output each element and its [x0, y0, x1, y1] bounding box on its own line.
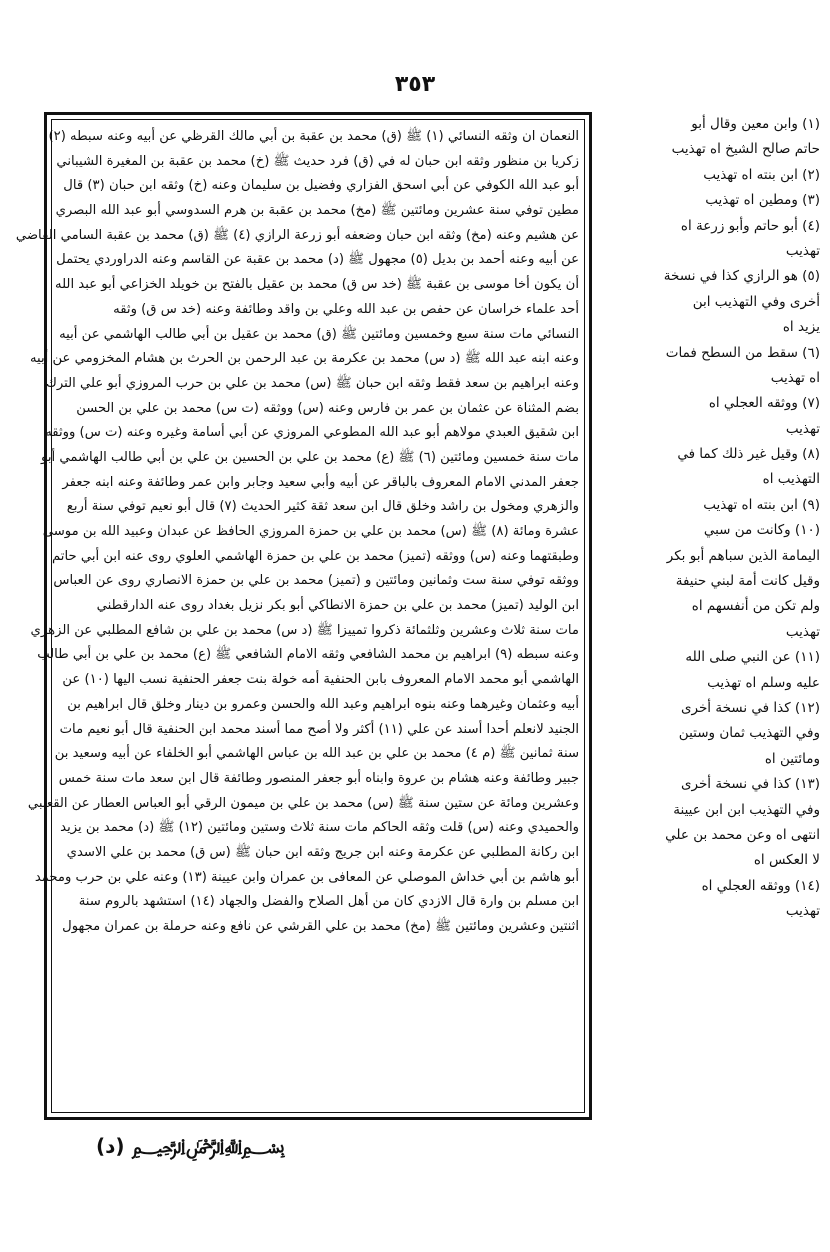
- main-text-line: مات سنة ثلاث وعشرين وثلثمائة ذكروا تمييزا ﷺ (د س) محمد بن علي بن شافع المطلبي عن الزهري: [30, 622, 579, 638]
- main-text-line: أن يكون أخا موسى بن عقبة ﷺ (خد س ق) محمد بن عقيل بالفتح بن خويلد الخزاعي أبو عبد الله: [55, 277, 579, 293]
- footnote-line: وفي التهذيب ثمان وستين: [678, 725, 820, 742]
- page-number: ٣٥٣: [394, 72, 436, 97]
- main-text-line: مطين توفي سنة عشرين ومائتين ﷺ (مخ) محمد بن عقبة بن هرم السدوسي أبو عبد الله البصري: [55, 203, 579, 219]
- footnote-line: تهذيب: [785, 623, 820, 640]
- footnote-line: (١٤) ووثقه العجلي اه: [701, 877, 820, 894]
- main-text-line: سنة ثمانين ﷺ (م ٤) محمد بن علي بن عبد الله بن عباس الهاشمي أبو الخلفاء عن أبيه وسعيد بن: [54, 746, 579, 762]
- footnote-line: (٤) أبو حاتم وأبو زرعة اه: [680, 217, 820, 234]
- footnote-line: حاتم صالح الشيخ اه تهذيب: [671, 141, 820, 158]
- main-text-line: وعنه سبطه (٩) ابراهيم بن محمد الشافعي وثقه الامام الشافعي ﷺ (ع) محمد بن علي بن أبي طالب: [37, 647, 579, 663]
- main-text-line: وعنه ابنه عبد الله ﷺ (د س) محمد بن عكرمة بن عبد الرحمن بن الحرث بن هشام المخزومي عن أبيه: [29, 351, 579, 367]
- footnote-line: وفي التهذيب ابن ابن عيينة: [673, 801, 820, 818]
- footnote-line: (١١) عن النبي صلى الله: [685, 649, 820, 666]
- main-text-line: جبير وطائفة وعنه هشام بن عروة وابناه أبو جعفر المنصور وطائفة قال ابن سعد مات سنة خمس: [58, 770, 579, 786]
- footnote-line: اليمامة الذين سباهم أبو بكر: [666, 547, 820, 564]
- footnote-line: (٣) ومطين اه تهذيب: [705, 192, 820, 209]
- footnote-line: انتهى اه وعن محمد بن علي: [665, 826, 820, 843]
- main-text-line: مات سنة خمسين ومائتين (٦) ﷺ (ع) محمد بن علي بن الحسين بن علي بن أبي طالب الهاشمي أبو: [41, 449, 579, 465]
- footnotes-column: [598, 112, 820, 1122]
- main-text-line: وعنه ابراهيم بن سعد فقط وثقه ابن حبان ﷺ (س) محمد بن علي بن حرب المروزي أبو علي الترك: [46, 375, 579, 391]
- footnote-line: ولم تكن من أنفسهم اه: [691, 598, 820, 615]
- footnote-line: ومائتين اه: [764, 750, 820, 767]
- footnote-line: تهذيب: [785, 242, 820, 259]
- main-text-line: الجنيد لانعلم أحدا أسند عن علي (١١) أكثر ولا أصح مما أسند محمد ابن الحنفية قال أبو نعيم مات: [59, 721, 579, 737]
- footnote-line: (٦) سقط من السطح فمات: [665, 344, 820, 361]
- footnote-line: (١) وابن معين وقال أبو: [691, 116, 820, 132]
- main-text-line: النعمان ان وثقه النسائي (١) ﷺ (ق) محمد بن عقبة بن أبي مالك القرظي عن أبيه وعنه سبطه (٢): [48, 129, 579, 144]
- main-text-line: ووثقه توفي سنة ست وثمانين ومائتين و (تميز) محمد بن علي بن حمزة الانصاري روى عن العباس: [53, 573, 579, 589]
- footnote-line: (١٠) وكانت من سبي: [703, 522, 820, 539]
- main-text-line: النسائي مات سنة سبع وخمسين ومائتين ﷺ (ق) محمد بن عقيل بن أبي طالب الهاشمي عن أبيه: [59, 326, 579, 342]
- main-text-line: عن هشيم وعنه (مخ) وثقه ابن حبان وضعفه أبو زرعة الرازي (٤) ﷺ (ق) محمد بن عقبة السامي القاضي: [15, 227, 579, 243]
- main-text-line: ابن ركانة المطلبي عن عكرمة وعنه ابن جريج وثقه ابن حبان ﷺ (س ق) محمد بن علي الاسدي: [66, 844, 579, 860]
- main-text-line: ابن مسلم بن وارة قال الازدي كان من أهل الصلاح والفضل والجهاد (١٤) استشهد بالروم سنة: [78, 894, 579, 910]
- main-text-line: اثنتين وعشرين ومائتين ﷺ (مخ) محمد بن علي القرشي عن نافع وعنه حرملة بن عمران مجهول: [62, 919, 579, 934]
- footnote-line: وقيل كانت أمة لبني حنيفة: [675, 573, 820, 590]
- main-text-line: زكريا بن منظور وثقه ابن حبان له في (ق) فرد حديث ﷺ (خ) محمد بن عقبة بن المغيرة الشيباني: [56, 153, 579, 169]
- footnote-line: لا العكس اه: [753, 852, 820, 869]
- footnote-line: التهذيب اه: [762, 471, 820, 488]
- main-text-line: الهاشمي أبو محمد الامام المعروف بابن الحنفية أمه خولة بنت جعفر الحنفية نسب اليها (١٠) عن: [62, 672, 579, 688]
- main-text-line: بضم المثناة عن عثمان بن عمر بن فارس وعنه (س) ووثقه (ت س) محمد بن علي بن الحسن: [76, 400, 579, 416]
- main-text-line: أبو عبد الله الكوفي عن أبي اسحق الفزاري وفضيل بن سليمان وعنه (خ) وثقه ابن حبان (٣) قال: [63, 178, 579, 194]
- footer-mark: ﷽ (د): [96, 1134, 286, 1158]
- footnote-line: يزيد اه: [782, 319, 820, 336]
- footnote-line: تهذيب: [785, 420, 820, 437]
- main-text-line: عشرة ومائة (٨) ﷺ (س) محمد بن علي بن حمزة المروزي الحافظ عن عبدان وعبيد الله بن موسى: [42, 524, 579, 539]
- main-text-line: وطبقتهما وعنه (س) ووثقه (تميز) محمد بن علي بن حمزة الهاشمي العلوي روى عنه ابن أبي حاتم: [52, 548, 579, 564]
- main-text-line: جعفر المدني الامام المعروف بالباقر عن أبيه وأبي سعيد وجابر وابن عمر وطائفة وعنه ابنه جعفر: [62, 474, 579, 490]
- main-text-frame: [15, 112, 592, 1120]
- main-text-line: عن أبيه وعنه أحمد بن بديل (٥) مجهول ﷺ (د) محمد بن عقبة عن القاسم وعنه الدراوردي يحتمل: [56, 252, 579, 268]
- footnote-line: تهذيب: [785, 903, 820, 920]
- footnote-line: اه تهذيب: [770, 369, 820, 386]
- main-text-line: والزهري ومخول بن راشد وخلق قال ابن سعد ثقة كثير الحديث (٧) قال أبو نعيم توفي سنة أربع: [66, 499, 579, 515]
- footnote-line: (٨) وقيل غير ذلك كما في: [677, 446, 820, 463]
- footnote-line: (٧) ووثقه العجلي اه: [708, 395, 820, 412]
- main-text-line: أحد علماء خراسان عن حفص بن عبد الله وعلي بن واقد وطائفة وعنه (خد س ق) وثقه: [113, 301, 579, 317]
- main-text-line: ابن الوليد (تميز) محمد بن علي بن حمزة الانطاكي أبو بكر نزيل بغداد روى عنه الدارقطني: [96, 598, 579, 614]
- main-text-line: أبو هاشم بن أبي خداش الموصلي عن المعافى بن عمران وابن عيينة (١٣) وعنه علي بن حرب ومحمد: [34, 869, 579, 885]
- main-text-body: [15, 125, 579, 1107]
- main-text-line: وعشرين ومائة عن ستين سنة ﷺ (س) محمد بن علي بن ميمون الرقي أبو العباس العطار عن القعنبي: [27, 795, 579, 811]
- footnote-line: (٢) ابن بنته اه تهذيب: [703, 166, 820, 183]
- footnote-line: عليه وسلم اه تهذيب: [707, 674, 820, 691]
- footnote-line: (٩) ابن بنته اه تهذيب: [703, 496, 820, 513]
- footnote-line: (١٣) كذا في نسخة أخرى: [680, 776, 820, 793]
- main-text-line: والحميدي وعنه (س) قلت وثقه الحاكم مات سنة ثلاث وستين ومائتين (١٢) ﷺ (د) محمد بن يزيد: [60, 820, 579, 836]
- footnote-line: (٥) هو الرازي كذا في نسخة: [663, 268, 820, 285]
- footnote-line: (١٢) كذا في نسخة أخرى: [680, 699, 820, 716]
- main-text-line: أبيه وعثمان وغيرهما وعنه بنوه ابراهيم وعبد الله والحسن وعمرو بن دينار وخلق قال ابراهيم بن: [67, 696, 579, 712]
- footnote-line: أخرى وفي التهذيب ابن: [692, 293, 820, 310]
- main-text-line: ابن شقيق العبدي مولاهم أبو عبد الله المطوعي المروزي عن أبي أسامة وغيره وعنه (ت س) ووثقه: [45, 425, 579, 441]
